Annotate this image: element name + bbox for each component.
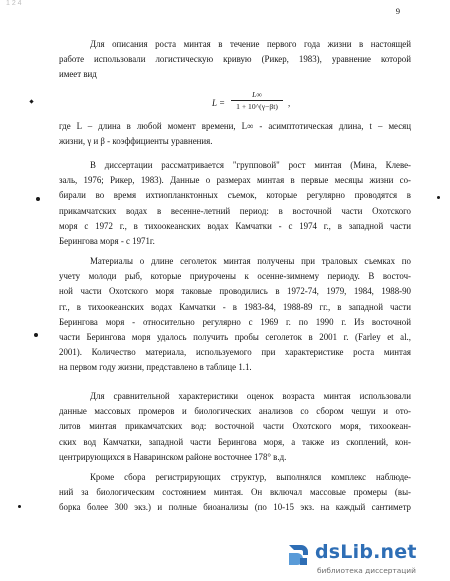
text-line: на первом году жизни, представлено в таблице 1.1. <box>59 362 252 373</box>
text-line: работе использовали логистическую кривую (Рикер, 1983), уравнение которой <box>59 54 411 65</box>
text-line: центрирующихся в Наваринском районе восточнее 178° в.д. <box>59 451 287 462</box>
text-line: В диссертации рассматривается "групповой" рост минтая (Мина, Клеве- <box>90 160 411 170</box>
text-line: Для сравнительной характеристики оценок возраста минтая использовали <box>90 391 411 401</box>
formula-comma: , <box>288 98 291 108</box>
text-line: заль, 1976; Рикер, 1983). Данные о размерах минтая в первые месяцы жизни со- <box>59 175 411 186</box>
text-line: Материалы о длине сеголеток минтая получены при траловых съемках по <box>90 256 411 266</box>
formula-numerator: L∞ <box>252 90 262 99</box>
text-line: моря с 1972 г., в тихоокеанских водах Камчатки - с 1974 г., в западной части <box>59 220 411 231</box>
paragraph-materials <box>59 254 411 376</box>
text-line: 2001). Количество материала, используемого при характеристике роста минтая <box>59 347 411 358</box>
page-number: 9 <box>395 6 400 16</box>
scan-speck <box>18 505 21 508</box>
text-line: борка более 300 экз.) и полные биоанализы (по 10-15 экз. на каждый сантиметр <box>59 502 411 513</box>
formula-lhs: L = <box>212 98 225 108</box>
dslib-watermark[interactable] <box>285 542 445 578</box>
text-line: ной части Охотского моря таковые проводились в 1972-74, 1979, 1984, 1988-90 <box>59 286 411 297</box>
text-line: бирали во время ихтиопланктонных съемок, которые регулярно проводятся в <box>59 190 411 201</box>
scan-speck <box>29 99 33 103</box>
dslib-logo-icon <box>285 542 311 568</box>
text-line: имеет вид <box>59 69 97 80</box>
text-line: ний за биологическим состоянием минтая. Он включал массовые промеры (вы- <box>59 487 411 498</box>
text-line: Берингова моря - относительно регулярно с 1969 г. по 1990 г. Из восточной <box>59 316 411 327</box>
scan-speck <box>437 196 440 199</box>
watermark-brand: dsLib.net <box>315 541 417 563</box>
text-line: гг., в тихоокеанских водах Камчатки - в 1983-84, 1988-89 гг., в западной части <box>59 301 411 312</box>
corner-mark: 1 2 4 <box>6 0 22 7</box>
formula-fraction <box>230 89 284 112</box>
text-line: жизни, γ и β - коэффициенты уравнения. <box>59 136 213 147</box>
formula-denominator: 1 + 10^(γ−βt) <box>236 102 278 111</box>
paragraph-group-growth <box>59 158 411 249</box>
logistic-formula <box>212 89 292 119</box>
paragraph-comparison <box>59 389 411 465</box>
paragraph-definitions <box>59 119 411 149</box>
text-line: ских вод Камчатки, западной части Берингова моря, а также из скоплений, кон- <box>59 436 411 447</box>
text-line: где L – длина в любой момент времени, L∞ - асимптотическая длина, t – месяц <box>59 121 411 131</box>
text-line: прикамчатских водах в весенне-летний период: в восточной части Охотского <box>59 205 411 216</box>
scan-speck <box>36 197 40 201</box>
text-line: части Берингова моря удалось получить пробы сеголеток в 2001 г. (Farley et al., <box>59 332 411 343</box>
watermark-subtitle: библиотека диссертаций <box>317 566 416 575</box>
text-line: литов минтая прикамчатских вод: восточной части Охотского моря, тихоокеан- <box>59 421 411 432</box>
paragraph-observations <box>59 470 411 516</box>
paragraph-intro <box>59 37 411 83</box>
text-line: учету молоди рыб, которые приурочены к осенне-зимнему периоду. В восточ- <box>59 271 411 282</box>
scan-speck <box>34 333 38 337</box>
text-line: данные массовых промеров и биологических анализов со сбором чешуи и ото- <box>59 406 411 417</box>
text-line: Для описания роста минтая в течение первого года жизни в настоящей <box>90 39 411 49</box>
text-line: Кроме сбора регистрирующих структур, выполнялся комплекс наблюде- <box>90 472 411 482</box>
text-line: Берингова моря - с 1971г. <box>59 236 155 247</box>
